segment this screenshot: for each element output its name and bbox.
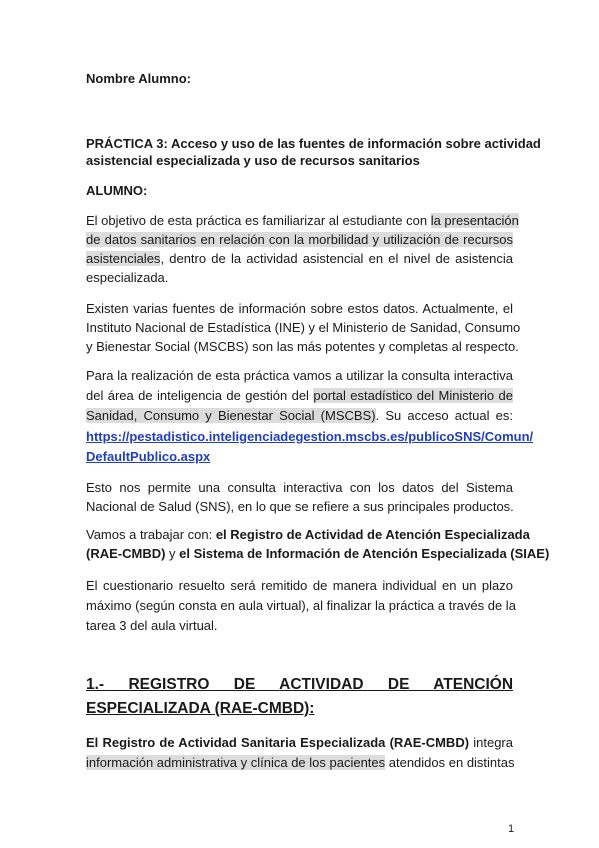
paragraph-objective-line-2	[86, 232, 513, 248]
paragraph-objective-line-1: El objetivo de esta práctica es familiarizar al estudiante con la presentación	[86, 213, 519, 228]
practice-title-line-2: asistencial especializada y uso de recursos sanitarios	[86, 153, 420, 168]
paragraph-registry-line-1: El Registro de Actividad Sanitaria Especializada (RAE-CMBD) integra	[86, 735, 513, 750]
page-number: 1	[508, 823, 515, 835]
highlighted-text: la presentación	[430, 213, 519, 228]
paragraph-objective-line-4: especializada.	[86, 270, 169, 285]
paragraph-questionnaire-line-3: tarea 3 del aula virtual.	[86, 618, 218, 633]
paragraph-registry-line-2: información administrativa y clínica de los pacientes atendidos en distintas	[86, 755, 515, 770]
paragraph-sources-line-1: Existen varias fuentes de información sobre estos datos. Actualmente, el	[86, 301, 513, 316]
paragraph-interactive-line-2: Nacional de Salud (SNS), en lo que se refiere a sus principales productos.	[86, 499, 514, 514]
section-heading-line-1: 1.- REGISTRO DE ACTIVIDAD DE ATENCIÓN	[86, 676, 514, 693]
paragraph-sources-line-2: Instituto Nacional de Estadística (INE) y el Ministerio de Sanidad, Consumo	[86, 320, 521, 335]
section-heading-line-2: ESPECIALIZADA (RAE-CMBD):	[86, 700, 315, 717]
paragraph-sources-line-3: y Bienestar Social (MSCBS) son las más potentes y completas al respecto.	[86, 339, 519, 354]
highlighted-text: información administrativa y clínica de los pacientes	[86, 755, 386, 770]
paragraph-portal-line-2: del área de inteligencia de gestión del portal estadístico del Ministerio de	[86, 388, 513, 403]
highlighted-text: portal estadístico del Ministerio de	[313, 388, 513, 403]
paragraph-portal-line-1: Para la realización de esta práctica vamos a utilizar la consulta interactiva	[86, 368, 513, 383]
paragraph-interactive-line-1: Esto nos permite una consulta interactiva con los datos del Sistema	[86, 480, 513, 495]
highlighted-text: Sanidad, Consumo y Bienestar Social (MSCBS)	[86, 408, 376, 423]
portal-link[interactable]: https://pestadistico.inteligenciadegestion.mscbs.es/publicoSNS/Comun/	[86, 429, 534, 444]
portal-link-continued[interactable]: DefaultPublico.aspx	[86, 449, 211, 464]
student-name-label: Nombre Alumno:	[86, 71, 191, 86]
highlighted-text: de datos sanitarios en relación con la morbilidad y utilización de recursos	[86, 232, 513, 247]
paragraph-work-line-1: Vamos a trabajar con: el Registro de Actividad de Atención Especializada	[86, 527, 530, 542]
paragraph-portal-line-3: Sanidad, Consumo y Bienestar Social (MSCBS). Su acceso actual es:	[86, 408, 514, 423]
practice-title-line-1: PRÁCTICA 3: Acceso y uso de las fuentes de información sobre actividad	[86, 136, 541, 151]
paragraph-objective-line-3: asistenciales, dentro de la actividad asistencial en el nivel de asistencia	[86, 251, 513, 266]
highlighted-text: asistenciales	[86, 251, 161, 266]
paragraph-questionnaire-line-2: máximo (según consta en aula virtual), al finalizar la práctica a través de la	[86, 598, 516, 613]
alumno-label: ALUMNO:	[86, 183, 148, 198]
paragraph-work-line-2: (RAE-CMBD) y el Sistema de Información de Atención Especializada (SIAE)	[86, 546, 550, 561]
paragraph-questionnaire-line-1: El cuestionario resuelto será remitido de manera individual en un plazo	[86, 578, 513, 593]
